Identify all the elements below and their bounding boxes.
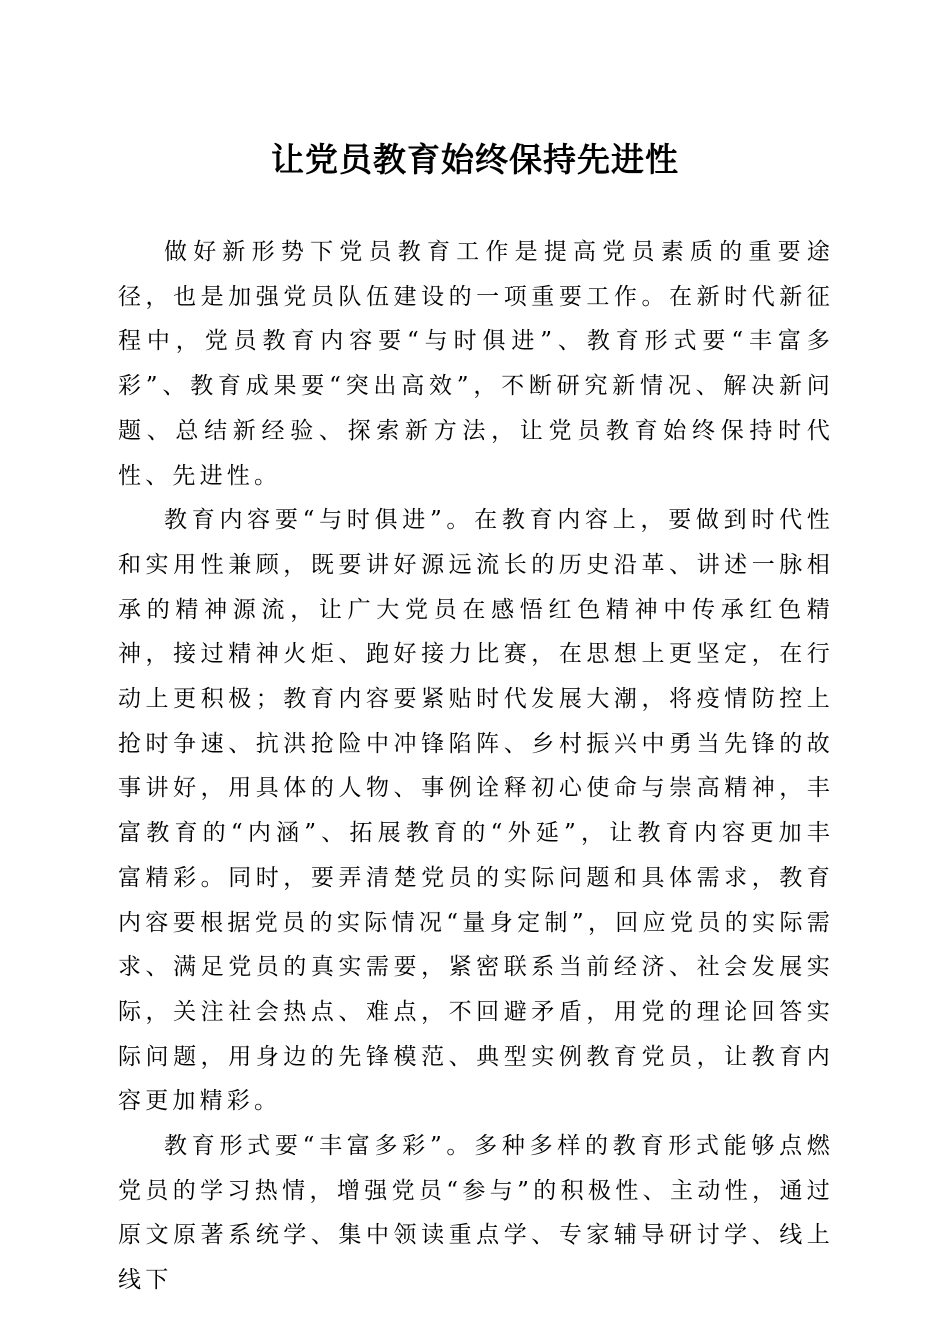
paragraph: 教育内容要“与时俱进”。在教育内容上，要做到时代性和实用性兼顾，既要讲好源远流长的历史沿革、讲述一脉相承的精神源流，让广大党员在感悟红色精神中传承红色精神，接过精神火炬、跑好接力比赛，在思想上更坚定，在行动上更积极；教育内容要紧贴时代发展大潮，将疫情防控上抢时争速、抗洪抢险中冲锋陷阵、乡村振兴中勇当先锋的故事讲好，用具体的人物、事例诠释初心使命与崇高精神，丰富教育的“内涵”、拓展教育的“外延”，让教育内容更加丰富精彩。同时，要弄清楚党员的实际问题和具体需求，教育内容要根据党员的实际情况“量身定制”，回应党员的实际需求、满足党员的真实需要，紧密联系当前经济、社会发展实际，关注社会热点、难点，不回避矛盾，用党的理论回答实际问题，用身边的先锋模范、典型实例教育党员，让教育内容更加精彩。 — [118, 507, 834, 1115]
document-title: 让党员教育始终保持先进性 — [271, 140, 679, 179]
document-body — [118, 230, 834, 1303]
paragraph: 做好新形势下党员教育工作是提高党员素质的重要途径，也是加强党员队伍建设的一项重要工作。在新时代新征程中，党员教育内容要“与时俱进”、教育形式要“丰富多彩”、教育成果要“突出高效”，不断研究新情况、解决新问题、总结新经验、探索新方法，让党员教育始终保持时代性、先进性。 — [118, 239, 834, 489]
paragraph: 教育形式要“丰富多彩”。多种多样的教育形式能够点燃党员的学习热情，增强党员“参与”的积极性、主动性，通过原文原著系统学、集中领读重点学、专家辅导研讨学、线上线下 — [118, 1133, 834, 1294]
